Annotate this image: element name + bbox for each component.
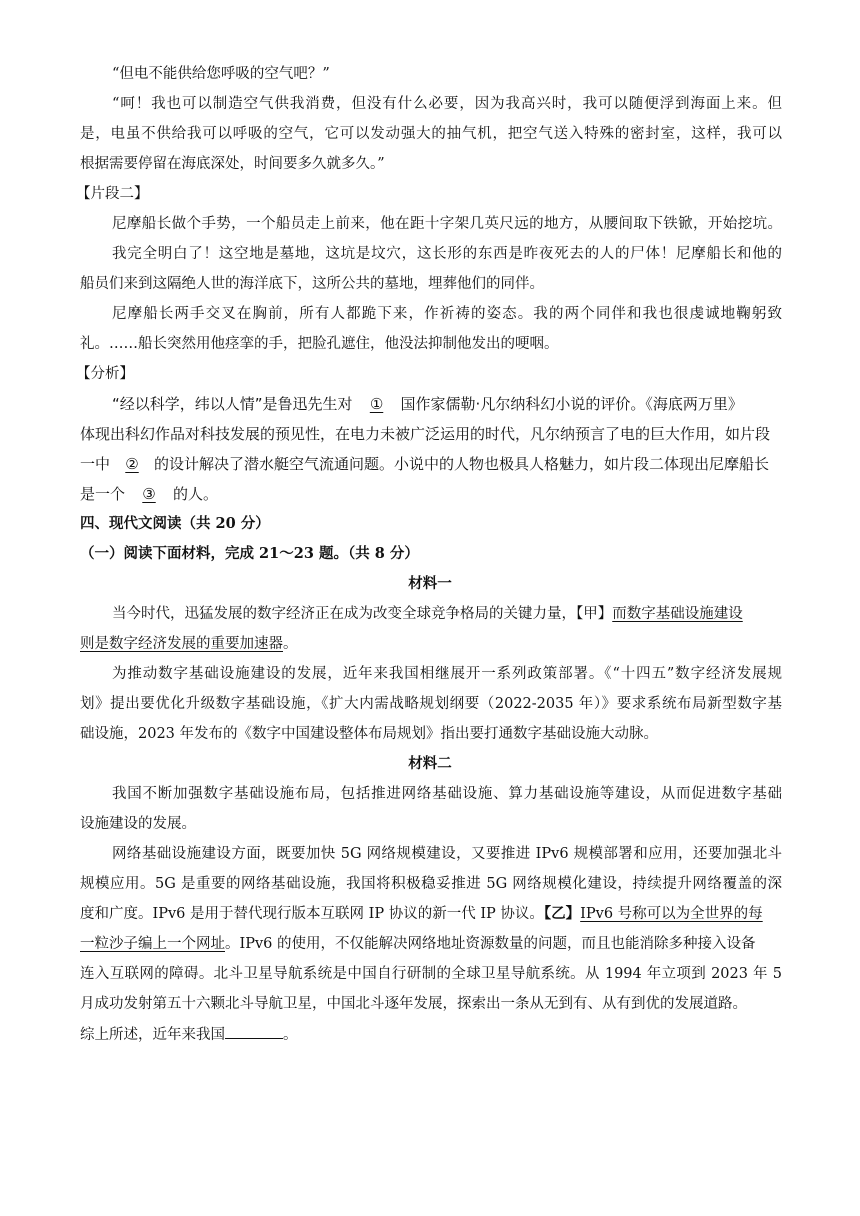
- blank-2: ②: [125, 455, 139, 473]
- fragment-two-heading: 【片段二】: [76, 186, 149, 202]
- marker-yi: 【乙】: [543, 905, 581, 922]
- marker-jia: 【甲】: [576, 606, 613, 622]
- blank-1: ①: [369, 395, 384, 413]
- underlined-sentence-yi: IPv6 号称可以为全世界的每: [580, 906, 763, 922]
- material-one-title: 材料一: [408, 575, 452, 592]
- material-two-title: 材料二: [408, 755, 452, 772]
- document-page: “但电不能供给您呼吸的空气吧？” “呵！我也可以制造空气供我消费，但没有什么必要，因为我高兴时，我可以随便浮到海面上来。但 是，电虽不供给我可以呼吸的空气，它可以发动强大的抽气机，把空气送入特殊的密封室，这样，我可以 根据需要停留在海底深处，时间要多久就多久。” 【片段二】 尼摩船长做个手势，一个船员走上前来，他在距十字架几英尺远的地方，从腰间取下铁锨，开始挖坑。 我完全明白了！这空地是墓地，这坑是坟穴，这长形的东西是昨夜死去的人的尸体！尼摩船长和他的 船员们来到这隔绝人世的海洋底下，这所公共的墓地，埋葬他们的同伴。 尼摩船长两手交叉在胸前，所有人都跪下来，作祈祷的姿态。我的两个同伴和我也很虔诚地鞠躬致 礼。……船长突然用他痉挛的手，把脸孔遮住，他没法抑制他发出的哽咽。 【分析】 “经以科学，纬以人情”是鲁迅先生对 ① 国作家儒勒·凡尔纳科幻小说的评价。《海底两万里》 体现出科幻作品对科技发展的预见性，在电力未被广泛运用的时代，凡尔纳预言了电的巨大作用，如片段 一中 ② 的设计解决了潜水艇空气流通问题。小说中的人物也极具人格魅力，如片段二体现出尼摩船长 是一个 ③ 的人。 四、现代文阅读（共 20 分） （一）阅读下面材料，完成 21～23 题。（共 8 分） 材料一 当今时代，迅猛发展的数字经济正在成为改变全球竞争格局的关键力量，【甲】而数字基础设施建设 则是数字经济发展的重要加速器。 为推动数字基础设施建设的发展，近年来我国相继展开一系列政策部署。《“十四五”数字经济发展规 划》提出要优化升级数字基础设施，《扩大内需战略规划纲要（2022-2035 年）》要求系统布局新型数字基 础设施，2023 年发布的《数字中国建设整体布局规划》指出要打通数字基础设施大动脉。 材料二 我国不断加强数字基础设施布局，包括推进网络基础设施、算力基础设施等建设，从而促进数字基础 设施建设的发展。 网络基础设施建设方面，既要加快 5G 网络规模建设，又要推进 IPv6 规模部署和应用，还要加强北斗 规模应用。5G 是重要的网络基础设施，我国将积极稳妥推进 5G 网络规模化建设，持续提升网络覆盖的深 度和广度。IPv6 是用于替代现行版本互联网 IP 协议的新一代 IP 协议。【乙】IPv6 号称可以为全世界的每 一粒沙子编上一个网址。IPv6 的使用，不仅能解决网络地址资源数量的问题，而且也能消除多种接入设备 连入互联网的障碍。北斗卫星导航系统是中国自行研制的全球卫星导航系统。从 1994 年立项到 2023 年 5 月成功发射第五十六颗北斗导航卫星，中国北斗逐年发展，探索出一条从无到有、从有到优的发展道路。 综上所述，近年来我国 。: [0, 0, 860, 1216]
- blank-3: ③: [142, 485, 156, 503]
- paragraph-question: “但电不能供给您呼吸的空气吧？”: [112, 66, 330, 82]
- section-heading-4: 四、现代文阅读（共 20 分）: [80, 515, 270, 532]
- analysis-heading: 【分析】: [76, 366, 134, 382]
- subsection-heading-1: （一）阅读下面材料，完成 21～23 题。（共 8 分）: [80, 545, 419, 562]
- underlined-sentence-jia: 而数字基础设施建设: [612, 606, 743, 622]
- answer-blank: [225, 1024, 283, 1039]
- fragment-two-paragraph-1: 尼摩船长做个手势，一个船员走上前来，他在距十字架几英尺远的地方，从腰间取下铁锨，开始挖坑。: [112, 216, 782, 232]
